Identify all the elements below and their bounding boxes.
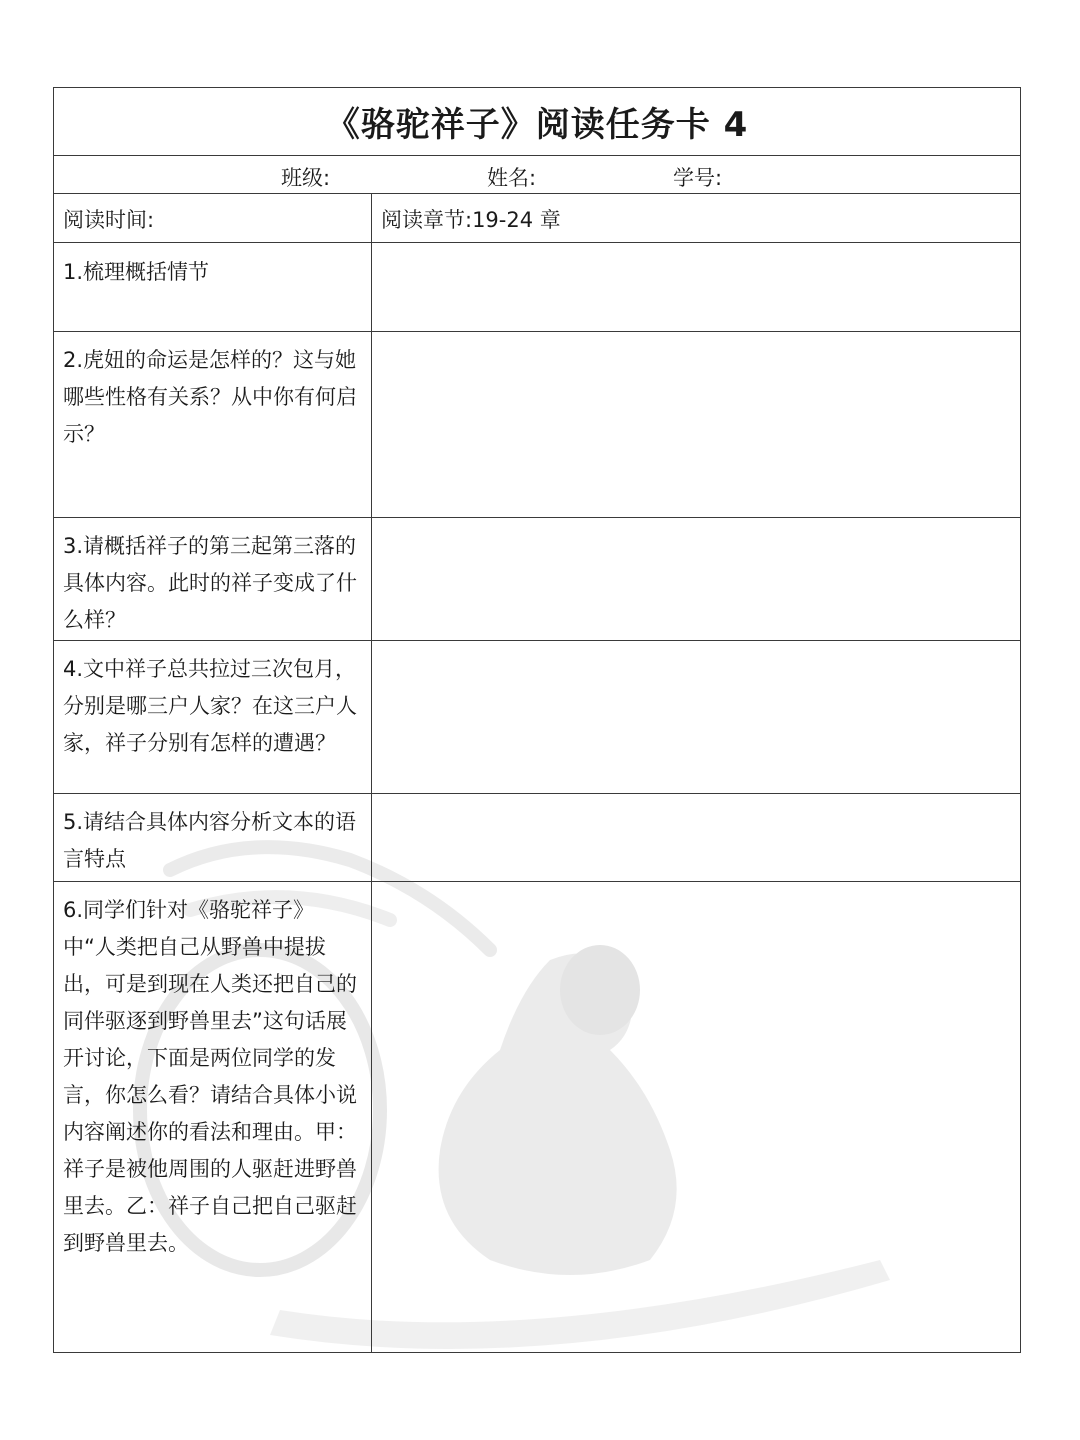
question-text-5: 5.请结合具体内容分析文本的语言特点 (63, 810, 357, 871)
answer-cell-1[interactable] (372, 243, 1020, 331)
student-info-row (54, 156, 1020, 194)
class-label: 班级: (281, 166, 331, 190)
reading-meta-row (54, 194, 1020, 243)
question-row-5 (54, 794, 1020, 882)
question-cell-1 (54, 243, 372, 331)
question-text-3: 3.请概括祥子的第三起第三落的具体内容。此时的祥子变成了什么样？ (63, 534, 357, 632)
reading-chapters-label: 阅读章节:19-24 章 (381, 208, 561, 232)
question-cell-4 (54, 641, 372, 793)
card-title: 《骆驼祥子》阅读任务卡 4 (325, 105, 749, 145)
answer-cell-6[interactable] (372, 882, 1020, 1352)
question-text-6: 6.同学们针对《骆驼祥子》中“人类把自己从野兽中提拔出，可是到现在人类还把自己的同伴驱逐到野兽里去”这句话展开讨论，下面是两位同学的发言，你怎么看？请结合具体小说内容阐述你的看法和理由。甲：祥子是被他周围的人驱赶进野兽里去。乙：祥子自己把自己驱赶到野兽里去。 (63, 898, 357, 1255)
question-cell-5 (54, 794, 372, 881)
question-row-6 (54, 882, 1020, 1352)
question-text-1: 1.梳理概括情节 (63, 260, 210, 284)
student-id-label: 学号: (673, 166, 723, 190)
reading-chapters-cell (372, 194, 1020, 242)
title-row (54, 88, 1020, 156)
name-label: 姓名: (487, 166, 537, 190)
reading-time-cell (54, 194, 372, 242)
reading-time-label: 阅读时间: (63, 208, 155, 232)
question-row-2 (54, 332, 1020, 518)
question-row-1 (54, 243, 1020, 332)
answer-cell-3[interactable] (372, 518, 1020, 640)
question-text-4: 4.文中祥子总共拉过三次包月，分别是哪三户人家？在这三户人家，祥子分别有怎样的遭遇？ (63, 657, 357, 755)
question-cell-3 (54, 518, 372, 640)
question-cell-2 (54, 332, 372, 517)
question-cell-6 (54, 882, 372, 1352)
question-row-3 (54, 518, 1020, 641)
answer-cell-2[interactable] (372, 332, 1020, 517)
reading-task-card (53, 87, 1021, 1353)
answer-cell-5[interactable] (372, 794, 1020, 881)
answer-cell-4[interactable] (372, 641, 1020, 793)
question-text-2: 2.虎妞的命运是怎样的？这与她哪些性格有关系？从中你有何启示？ (63, 348, 357, 446)
question-row-4 (54, 641, 1020, 794)
